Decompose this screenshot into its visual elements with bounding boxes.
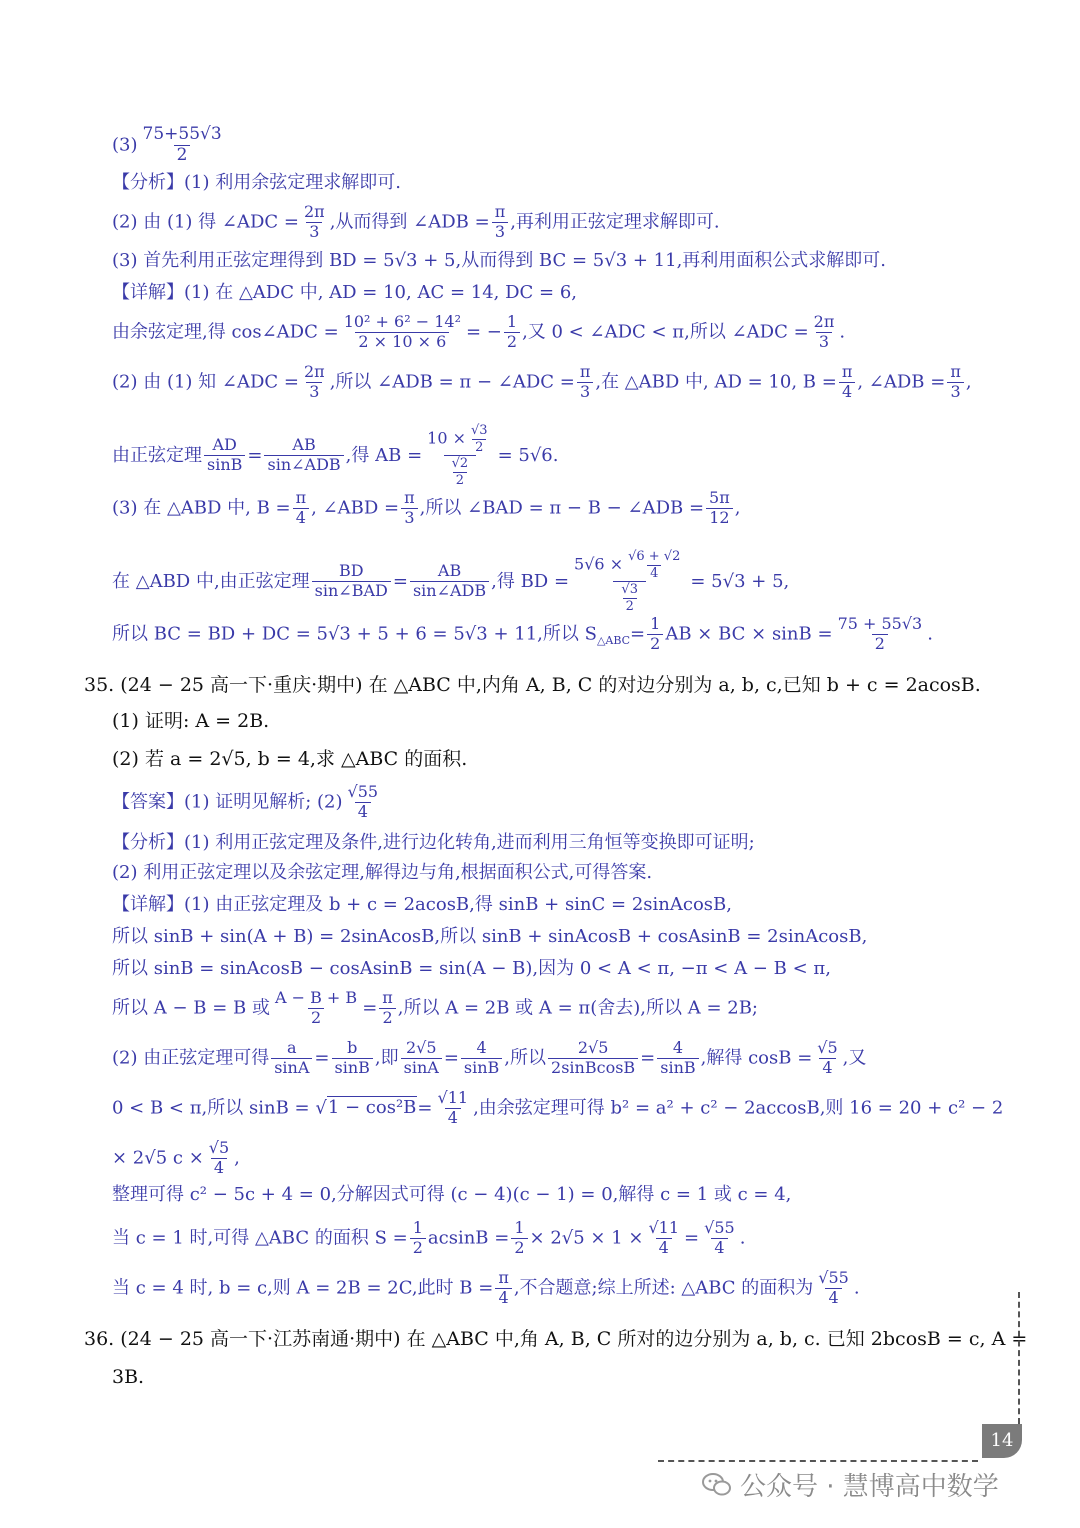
detail-35-line-3: 所以 sinB = sinAcosB − cosAsinB = sin(A − B),因为 0 < A < π, −π < A − B < π, (112, 958, 831, 979)
question-35-part-1: (1) 证明: A = 2B. (112, 710, 270, 732)
analysis-35-line-1: 【分析】(1) 利用正弦定理及条件,进行边化转角,进而利用三角恒等变换即可证明; (112, 832, 755, 853)
detail-35-line-10: 当 c = 4 时, b = c,则 A = 2B = 2C,此时 B = $\frac{\pi}{4}$ ,不合题意;综上所述: △ABC 的面积为 $\frac{√55}{4}$ . (112, 1268, 860, 1307)
analysis-35-line-2: (2) 利用正弦定理以及余弦定理,解得边与角,根据面积公式,可得答案. (112, 862, 653, 883)
detail-35-line-1: 【详解】(1) 由正弦定理及 b + c = 2acosB,得 sinB + sinC = 2sinAcosB, (112, 894, 732, 915)
detail-35-line-6: 0 < B < π,所以 sinB = √1 − cos²B= $\frac{√11}{4}$ ,由余弦定理可得 b² = a² + c² − 2accosB,则 16 = 20 + c² − 2 (112, 1088, 1004, 1127)
detail-line-3: (2) 由 (1) 知 ∠ADC = $\frac{2\pi}{3}$ ,所以 ∠ADB = π − ∠ADC = $\frac{\pi}{3}$ ,在 △ABD 中, AD = 10, B = $\frac{\pi}{4}$ , ∠ADB = $\frac{\pi}{3}$ , (112, 362, 972, 401)
detail-line-5: (3) 在 △ABD 中, B = $\frac{\pi}{4}$ , ∠ABD = $\frac{\pi}{3}$ ,所以 ∠BAD = π − B − ∠ADB = $\frac{5\pi}{12}$ , (112, 488, 741, 527)
detail-line-1: 【详解】(1) 在 △ADC 中, AD = 10, AC = 14, DC = 6, (112, 282, 578, 303)
watermark (702, 1466, 999, 1503)
detail-line-4: 由正弦定理 $\frac{AD}{\sin B}$ = AB sin∠ADB ,得 AB = 10 × $\frac{√3}{2}$ $\frac{√2}{2}$ = 5√6. (112, 423, 559, 488)
detail-35-line-7: × 2√5 c × $\frac{√5}{4}$ , (112, 1138, 240, 1177)
question-35-stem: 35. (24 − 25 高一下·重庆·期中) 在 △ABC 中,内角 A, B, C 的对边分别为 a, b, c,已知 b + c = 2acosB. (84, 674, 981, 696)
analysis-line-3: (3) 首先利用正弦定理得到 BD = 5√3 + 5,从而得到 BC = 5√3 + 11,再利用面积公式求解即可. (112, 250, 887, 271)
wechat-icon (702, 1472, 732, 1498)
detail-35-line-8: 整理可得 c² − 5c + 4 = 0,分解因式可得 (c − 4)(c − 1) = 0,解得 c = 1 或 c = 4, (112, 1184, 792, 1205)
detail-35-line-9: 当 c = 1 时,可得 △ABC 的面积 S = $\frac{1}{2}$ acsinB = $\frac{1}{2}$ × 2√5 × 1 × $\frac{√11}{4}$ = $\frac{√55}{4}$ . (112, 1218, 746, 1257)
detail-35-line-2: 所以 sinB + sin(A + B) = 2sinAcosB,所以 sinB + sinAcosB + cosAsinB = 2sinAcosB, (112, 926, 868, 947)
question-36-stem: 36. (24 − 25 高一下·江苏南通·期中) 在 △ABC 中,角 A, B, C 所对的边分别为 a, b, c. 已知 2bcosB = c, A = (84, 1328, 1028, 1350)
analysis-line-2: (2) 由 (1) 得 ∠ADC = $\frac{2\pi}{3}$ ,从而得到 ∠ADB = $\frac{\pi}{3}$ ,再利用正弦定理求解即可. (112, 202, 720, 241)
question-35-part-2: (2) 若 a = 2√5, b = 4,求 △ABC 的面积. (112, 748, 468, 770)
detail-35-line-4: 所以 A − B = B 或 $\frac{A - B + B}{2}$ = $\frac{\pi}{2}$ ,所以 A = 2B 或 A = π(舍去),所以 A = 2B; (112, 988, 758, 1027)
watermark-text: 公众号 · 慧博高中数学 (740, 1472, 999, 1502)
detail-line-2: 由余弦定理,得 cos∠ADC = $\frac{\text{10² + 6² − 14²}}{2 \times 10 \times 6}$ = − $\frac{1}{2}$ ,又 0 < ∠ADC < π,所以 ∠ADC = $\frac{2\pi}{3}$ . (112, 312, 846, 351)
analysis-line-1: 【分析】(1) 利用余弦定理求解即可. (112, 172, 401, 193)
page-number: 14 (982, 1424, 1022, 1458)
detail-line-6: 在 △ABD 中,由正弦定理 BD sin∠BAD = AB sin∠ADB ,得 BD = 5√6 × $\frac{√6 + √2}{4}$ $\frac{√3}{2}$ = 5√3 + 5, (112, 549, 790, 614)
page-footer-dashed (658, 1460, 978, 1462)
detail-35-line-5: (2) 由正弦定理可得 $\frac{a}{\sin A}$ = $\frac{b}{\sin B}$ ,即 $\frac{2√5}{\sin A}$ = $\frac{4}{\sin B}$ ,所以 $\frac{2√5}{\text{2sinBcosB}}$ = $\frac{4}{\sin B}$ ,解得 cosB = $\frac{√5}{4}$ ,又 (112, 1038, 867, 1077)
answer-line-3: (3) $\frac{75+55√3}{2}$ (112, 124, 222, 165)
detail-line-7: 所以 BC = BD + DC = 5√3 + 5 + 6 = 5√3 + 11,所以 $S_{\triangle ABC}=$ $\frac{1}{2}$ AB × BC × sinB = $\frac{75 + 55√3}{2}$ . (112, 614, 933, 653)
page-border-dashed (1018, 1292, 1020, 1424)
question-36-stem-cont: 3B. (112, 1366, 145, 1388)
answer-35: 【答案】(1) 证明见解析; (2) $\frac{√55}{4}$ (112, 782, 379, 821)
